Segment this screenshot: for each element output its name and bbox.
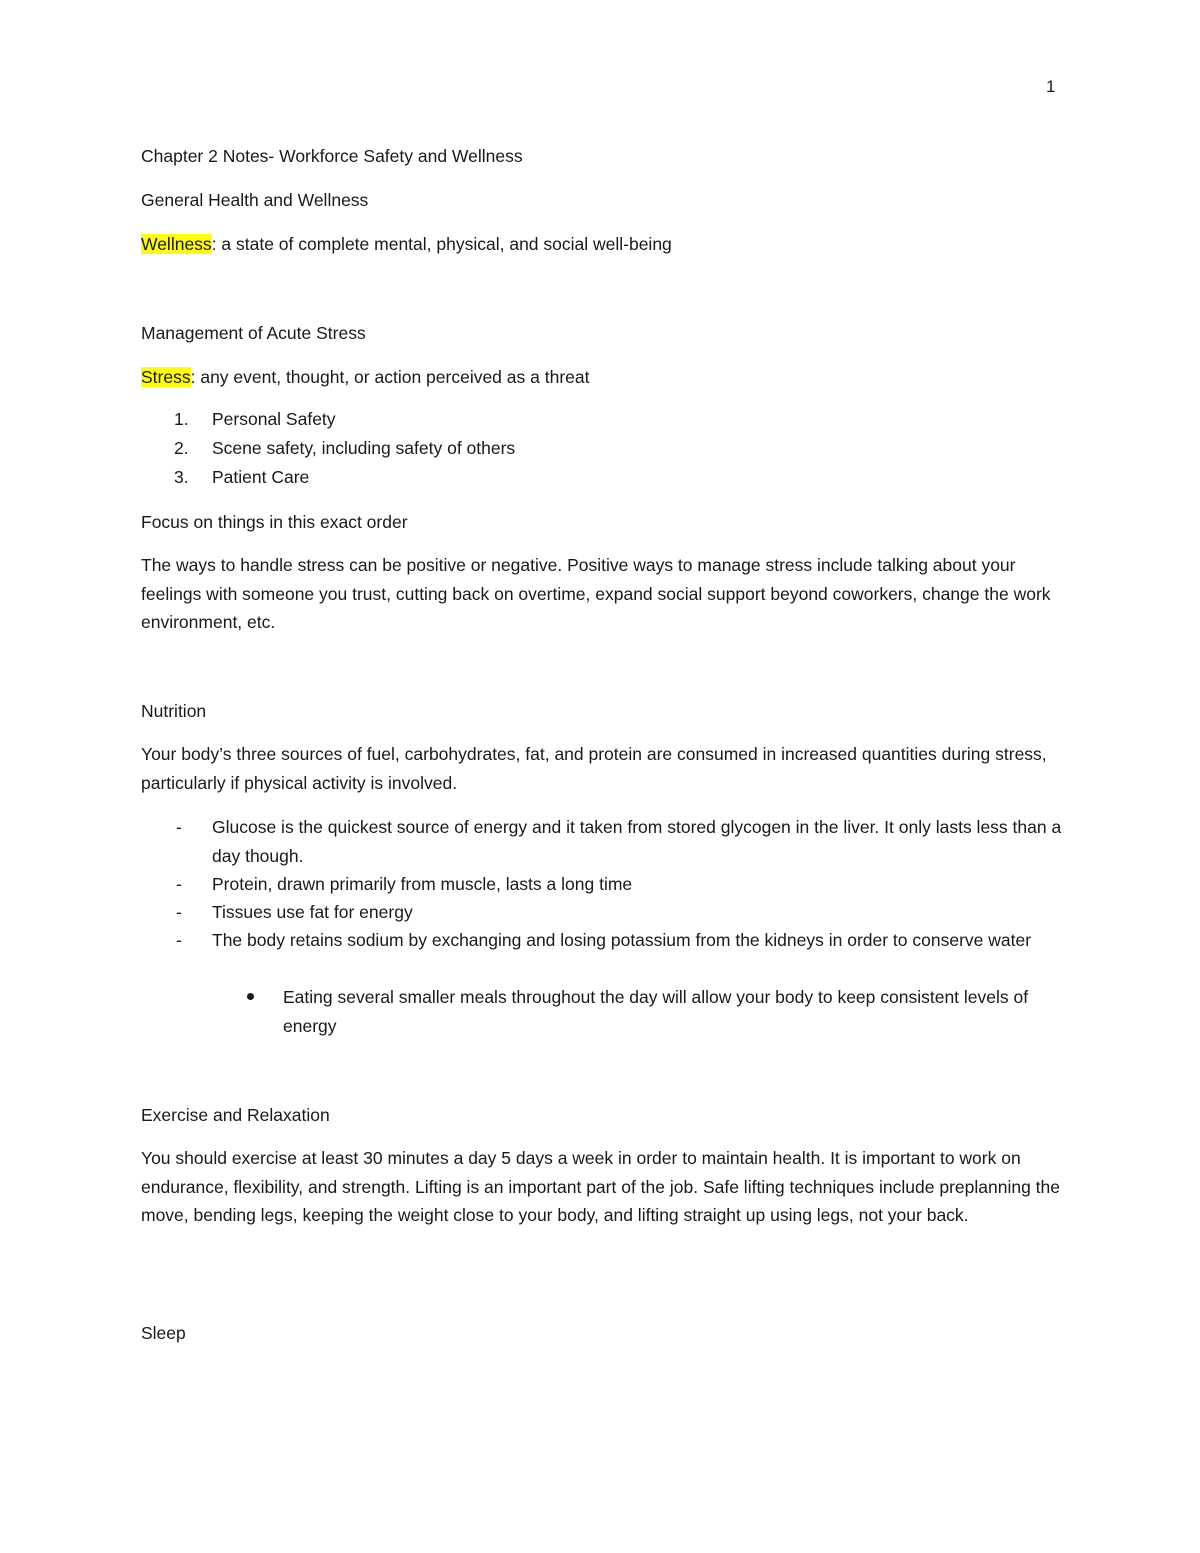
document-title: Chapter 2 Notes- Workforce Safety and Wellness <box>141 146 523 166</box>
heading-nutrition: Nutrition <box>141 701 207 721</box>
bullet-icon <box>247 993 254 1000</box>
nutrition-paragraph: Your body’s three sources of fuel, carbohydrates, fat, and protein are consumed in increased quantities during stress, particularly if physical activity is involved. <box>141 744 1047 793</box>
stress-paragraph: The ways to handle stress can be positive or negative. Positive ways to manage stress include talking about your feelings with someone you trust, cutting back on overtime, expand social support beyond coworkers, change the work environment, etc. <box>141 555 1051 632</box>
list-dash: - <box>176 930 182 950</box>
list-subitem: Eating several smaller meals throughout the day will allow your body to keep consistent levels of energy <box>283 987 1029 1036</box>
list-item: The body retains sodium by exchanging and losing potassium from the kidneys in order to conserve water <box>212 930 1032 950</box>
heading-exercise: Exercise and Relaxation <box>141 1105 330 1125</box>
list-dash: - <box>176 817 182 837</box>
list-number: 1. <box>174 409 189 429</box>
list-dash: - <box>176 902 182 922</box>
focus-note: Focus on things in this exact order <box>141 512 408 532</box>
heading-sleep: Sleep <box>141 1323 186 1343</box>
wellness-definition-text: : a state of complete mental, physical, and social well-being <box>211 234 672 254</box>
stress-definition <box>141 366 589 388</box>
list-item: Personal Safety <box>212 409 336 429</box>
list-item: Scene safety, including safety of others <box>212 438 516 458</box>
heading-general-health: General Health and Wellness <box>141 190 369 210</box>
exercise-paragraph: You should exercise at least 30 minutes a day 5 days a week in order to maintain health. It is important to work on endurance, flexibility, and strength. Lifting is an important part of the job. Safe lifting techniques include preplanning the move, bending legs, keeping the weight close to your body, and lifting straight up using legs, not your back. <box>141 1148 1060 1225</box>
page-number: 1 <box>1046 77 1056 96</box>
heading-acute-stress: Management of Acute Stress <box>141 323 366 343</box>
list-item: Patient Care <box>212 467 310 487</box>
wellness-term-highlight: Wellness <box>141 234 212 254</box>
list-dash: - <box>176 874 182 894</box>
list-number: 3. <box>174 467 189 487</box>
stress-definition-text: : any event, thought, or action perceived as a threat <box>190 367 590 387</box>
list-number: 2. <box>174 438 189 458</box>
wellness-definition <box>141 233 672 255</box>
stress-term-highlight: Stress <box>141 367 191 387</box>
list-item: Tissues use fat for energy <box>212 902 413 922</box>
list-item: Glucose is the quickest source of energy and it taken from stored glycogen in the liver. It only lasts less than a day though. <box>212 817 1062 866</box>
list-item: Protein, drawn primarily from muscle, lasts a long time <box>212 874 633 894</box>
